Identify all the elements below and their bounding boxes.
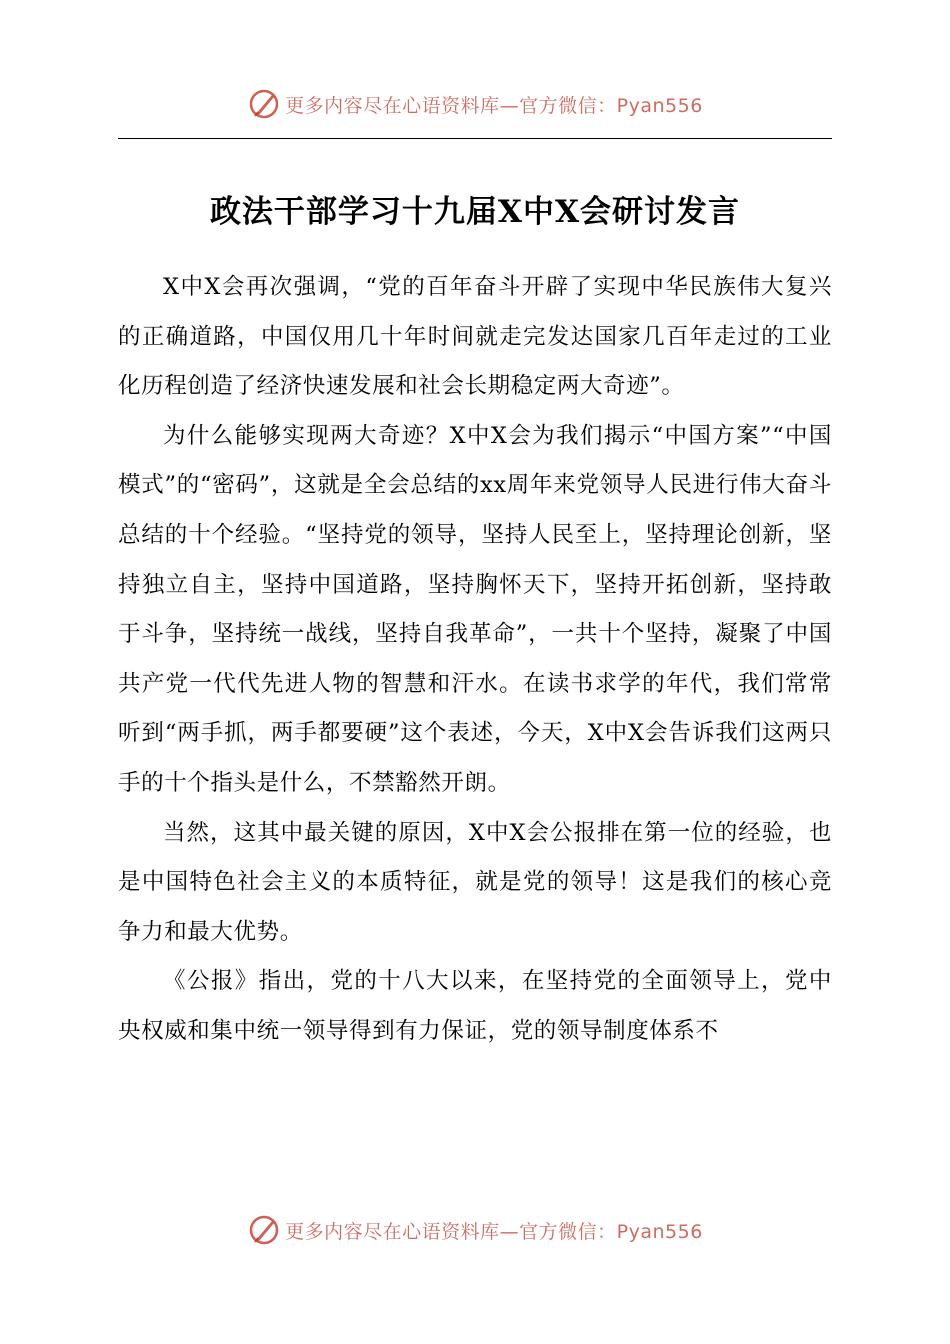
document-title: 政法干部学习十九届X中X会研讨发言 xyxy=(209,194,741,230)
paragraph: 当然，这其中最关键的原因，X中X会公报排在第一位的经验，也是中国特色社会主义的本质特征，就是党的领导！这是我们的核心竞争力和最大优势。 xyxy=(118,819,832,945)
quill-pen-logo-icon xyxy=(247,1213,281,1247)
paragraph: X中X会再次强调，“党的百年奋斗开辟了实现中华民族伟大复兴的正确道路，中国仅用几十年时间就走完发达国家几百年走过的工业化历程创造了经济快速发展和社会长期稳定两大奇迹”。 xyxy=(118,274,832,400)
watermark-footer xyxy=(0,1210,950,1250)
paragraph: 《公报》指出，党的十八大以来，在坚持党的全面领导上，党中央权威和集中统一领导得到有力保证，党的领导制度体系不 xyxy=(118,968,832,1044)
watermark-text: 更多内容尽在心语资料库—官方微信：Pyan556 xyxy=(285,1220,703,1243)
quill-pen-logo-icon xyxy=(247,87,281,121)
watermark-text: 更多内容尽在心语资料库—官方微信：Pyan556 xyxy=(285,94,703,117)
paragraph: 为什么能够实现两大奇迹？X中X会为我们揭示“中国方案”“中国模式”的“密码”，这就是全会总结的xx周年来党领导人民进行伟大奋斗总结的十个经验。“坚持党的领导，坚持人民至上，坚持理论创新，坚持独立自主，坚持中国道路，坚持胸怀天下，坚持开拓创新，坚持敢于斗争，坚持统一战线，坚持自我革命”，一共十个坚持，凝聚了中国共产党一代代先进人物的智慧和汗水。在读书求学的年代，我们常常听到“两手抓，两手都要硬”这个表述，今天，X中X会告诉我们这两只手的十个指头是什么，不禁豁然开朗。 xyxy=(118,422,832,796)
document-body xyxy=(118,263,832,1057)
header-rule xyxy=(118,138,832,139)
watermark-header xyxy=(0,84,950,124)
